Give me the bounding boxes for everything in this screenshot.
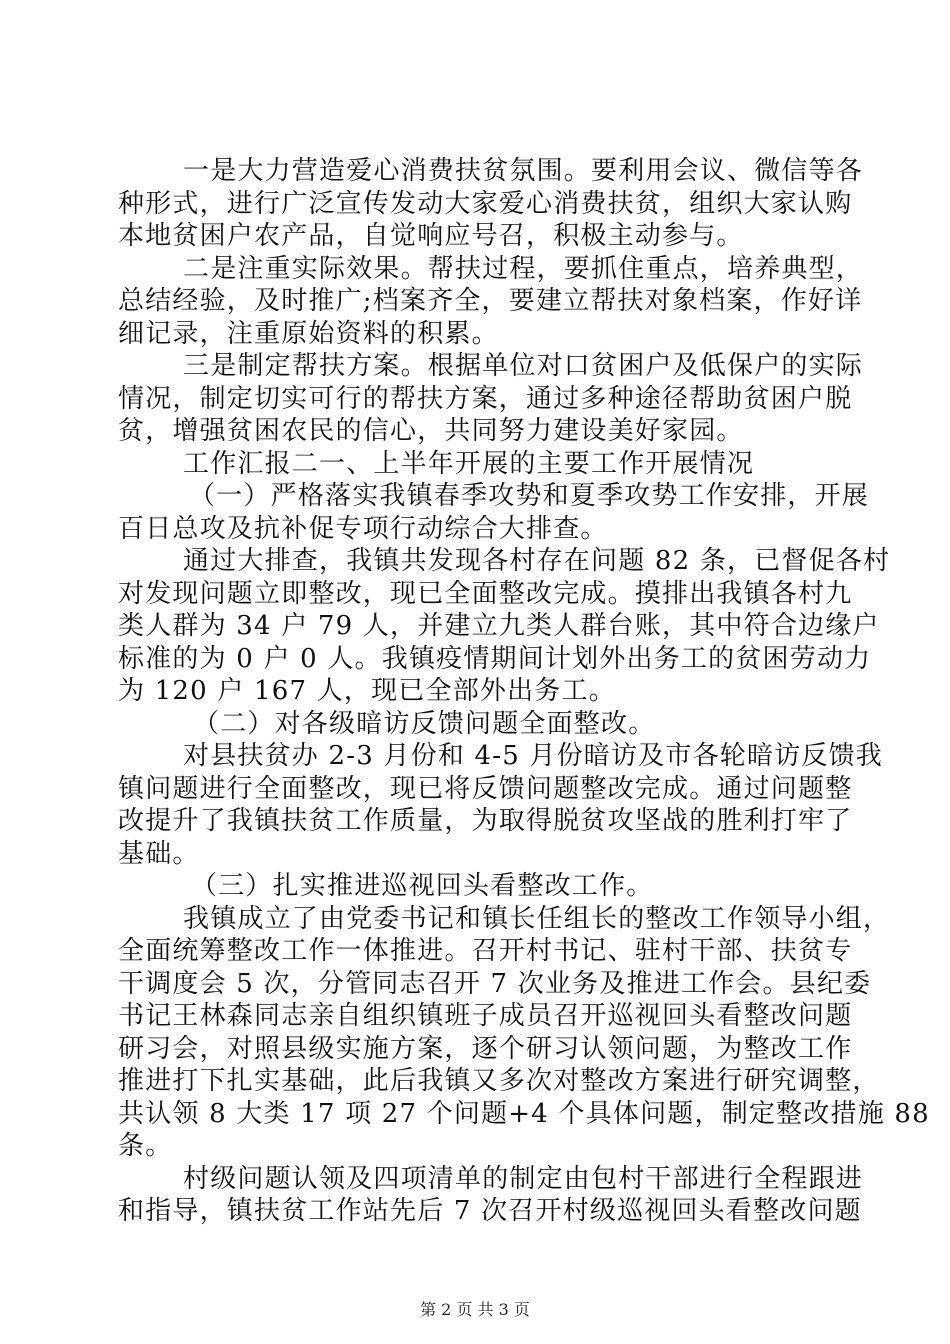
- text-line: 三是制定帮扶方案。根据单位对口贫困户及低保户的实际: [183, 351, 864, 381]
- text-line: 和指导，镇扶贫工作站先后 7 次召开村级巡视回头看整改问题: [118, 1196, 862, 1226]
- text-line: 我镇成立了由党委书记和镇长任组长的整改工作领导小组，: [183, 903, 891, 934]
- text-line: 本地贫困户农产品，自觉响应号召，积极主动参与。: [118, 221, 744, 251]
- text-line: （三）扎实推进巡视回头看整改工作。: [191, 871, 654, 901]
- text-line: 书记王林森同志亲自组织镇班子成员召开巡视回头看整改问题: [118, 1001, 853, 1031]
- text-line: 全面统筹整改工作一体推进。召开村书记、驻村干部、扶贫专: [118, 936, 853, 966]
- text-line: 种形式，进行广泛宣传发动大家爱心消费扶贫，组织大家认购: [118, 188, 853, 219]
- text-line: 标准的为 0 户 0 人。我镇疫情期间计划外出务工的贫困劳动力: [118, 643, 872, 674]
- page-footer: 第 2 页 共 3 页: [420, 1300, 530, 1319]
- text-line: 二是注重实际效果。帮扶过程，要抓住重点，培养典型，: [183, 253, 864, 284]
- text-line: （二）对各级暗访反馈问题全面整改。: [193, 708, 656, 739]
- text-line: 一是大力营造爱心消费扶贫氛围。要利用会议、微信等各: [183, 156, 864, 186]
- text-line: 条。: [118, 1131, 173, 1161]
- text-line: 推进打下扎实基础，此后我镇又多次对整改方案进行研究调整，: [118, 1066, 880, 1096]
- text-line: 类人群为 34 户 79 人，并建立九类人群台账，其中符合边缘户: [118, 611, 880, 641]
- text-line: 细记录，注重原始资料的积累。: [118, 318, 499, 349]
- text-line: 情况，制定切实可行的帮扶方案，通过多种途径帮助贫困户脱: [118, 383, 853, 414]
- text-line: 研习会，对照县级实施方案，逐个研习认领问题，为整改工作: [118, 1033, 853, 1064]
- text-line: 为 120 户 167 人，现已全部外出务工。: [118, 676, 616, 706]
- text-line: 总结经验，及时推广;档案齐全，要建立帮扶对象档案，作好详: [118, 286, 863, 316]
- text-line: 工作汇报二一、上半年开展的主要工作开展情况: [183, 448, 755, 479]
- text-line: 对发现问题立即整改，现已全面整改完成。摸排出我镇各村九: [118, 578, 853, 609]
- text-line: 贫，增强贫困农民的信心，共同努力建设美好家园。: [118, 416, 744, 446]
- text-line: 干调度会 5 次，分管同志召开 7 次业务及推进工作会。县纪委: [118, 968, 872, 999]
- text-line: 百日总攻及抗补促专项行动综合大排查。: [118, 513, 608, 544]
- text-line: 对县扶贫办 2-3 月份和 4-5 月份暗访及市各轮暗访反馈我: [183, 741, 883, 771]
- text-line: 共认领 8 大类 17 项 27 个问题+4 个具体问题，制定整改措施 88: [118, 1098, 930, 1129]
- text-line: 基础。: [118, 838, 200, 869]
- text-line: 镇问题进行全面整改，现已将反馈问题整改完成。通过问题整: [118, 773, 853, 804]
- text-line: 通过大排查，我镇共发现各村存在问题 82 条，已督促各村: [183, 546, 891, 576]
- text-line: （一）严格落实我镇春季攻势和夏季攻势工作安排，开展: [189, 481, 870, 511]
- text-line: 改提升了我镇扶贫工作质量，为取得脱贫攻坚战的胜利打牢了: [118, 806, 853, 836]
- text-line: 村级问题认领及四项清单的制定由包村干部进行全程跟进: [183, 1163, 864, 1194]
